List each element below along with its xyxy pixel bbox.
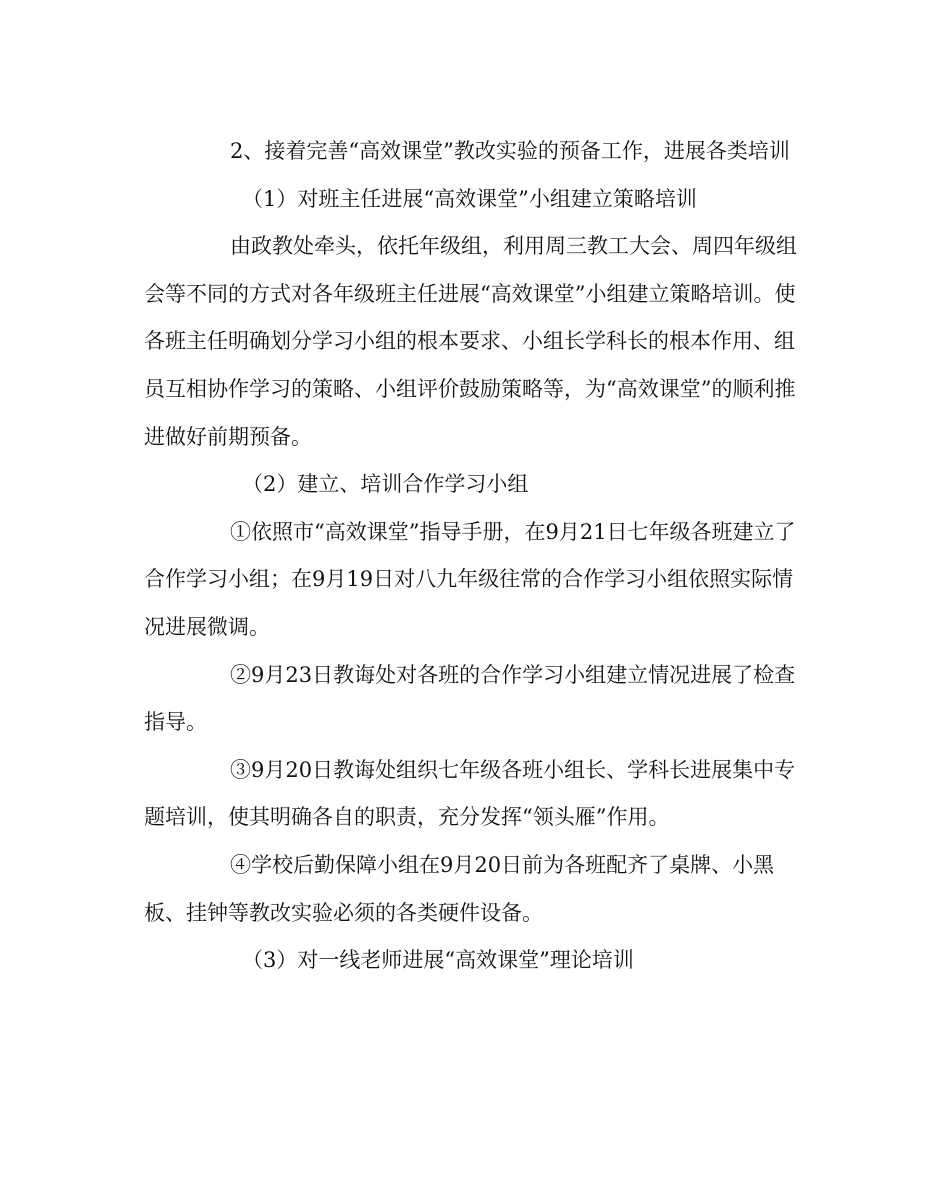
subheading-teacher-theory-training: （3）对一线老师进展“高效课堂”理论培训 <box>242 948 634 973</box>
paragraph-item-1: ①依照市“高效课堂”指导手册，在9月21日七年级各班建立了合作学习小组；在9月19日对八九年级往常的合作学习小组依照实际情况进展微调。 <box>144 519 796 639</box>
subheading-study-groups: （2）建立、培训合作学习小组 <box>242 472 529 497</box>
paragraph-item-4: ④学校后勤保障小组在9月20日前为各班配齐了桌牌、小黑板、挂钟等教改实验必须的各类硬件设备。 <box>144 852 775 925</box>
document-body <box>144 128 809 985</box>
paragraph-class-teacher-training: 由政教处牵头，依托年级组，利用周三教工大会、周四年级组会等不同的方式对各年级班主任进展“高效课堂”小组建立策略培训。使各班主任明确划分学习小组的根本要求、小组长学科长的根本作用、组员互相协作学习的策略、小组评价鼓励策略等，为“高效课堂”的顺利推进做好前期预备。 <box>144 234 797 449</box>
paragraph-item-2: ②9月23日教诲处对各班的合作学习小组建立情况进展了检查指导。 <box>144 662 796 735</box>
paragraph-item-3: ③9月20日教诲处组织七年级各班小组长、学科长进展集中专题培训，使其明确各自的职责，充分发挥“领头雁”作用。 <box>144 757 796 830</box>
subheading-class-teacher-training: （1）对班主任进展“高效课堂”小组建立策略培训 <box>242 186 697 211</box>
paragraph-training-heading: 2、接着完善“高效课堂”教改实验的预备工作，进展各类培训 <box>230 139 790 163</box>
